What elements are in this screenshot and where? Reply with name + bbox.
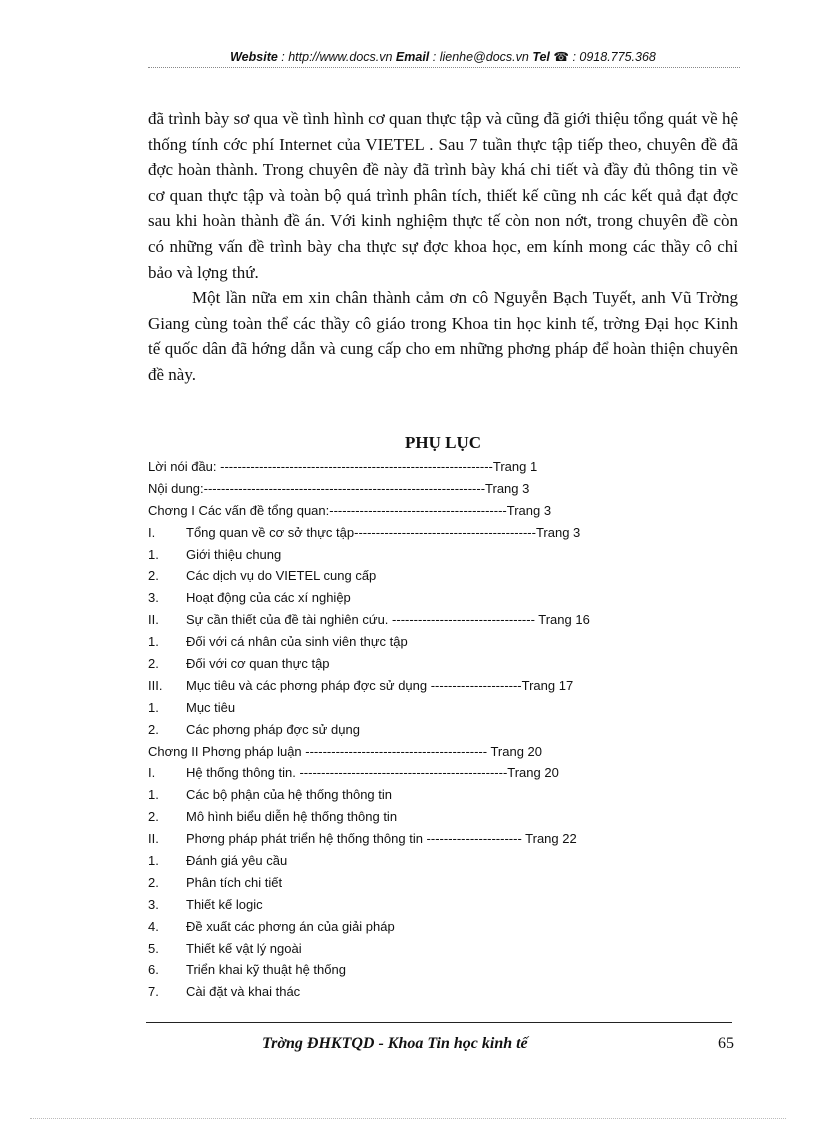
header-divider: [148, 67, 740, 68]
toc-entry: [148, 522, 668, 544]
paragraph: đã trình bày sơ qua về tình hình cơ quan thực tập và cũng đã giới thiệu tổng quát về hệ thống tính cớc phí Internet của VIETEL . Sau 7 tuần thực tập tiếp theo, chuyên đề đã đợc hoàn thành. Trong chuyên đề này đã trình bày khá chi tiết và đầy đủ thông tin về cơ quan thực tập và toàn bộ quá trình phân tích, thiết kế cũng nh các kết quả đạt đợc sau khi hoàn thành đề án. Với kinh nghiệm thực tế còn non nớt, trong chuyên đề còn có những vấn đề trình bày cha thực sự đợc khoa học, em kính mong các thầy cô chỉ bảo và lợng thứ.: [148, 109, 738, 282]
toc-entry: [148, 850, 668, 872]
toc-entry-text: Đối với cá nhân của sinh viên thực tập: [186, 634, 408, 650]
toc-entry: [148, 741, 668, 763]
toc-entry: [148, 981, 668, 1003]
toc-entry-number: 2.: [148, 809, 159, 825]
toc-entry-text: Hệ thống thông tin. ------------------------------------------------Trang 20: [186, 765, 559, 781]
tel-value: : 0918.775.368: [568, 50, 656, 64]
toc-entry-text: Mục tiêu và các phơng pháp đợc sử dụng ---------------------Trang 17: [186, 677, 574, 693]
toc-entry: [148, 565, 668, 587]
toc-entry-text: Các phơng pháp đợc sử dụng: [186, 721, 360, 737]
toc-entry-number: I.: [148, 524, 156, 540]
toc-entry-text: Giới thiệu chung: [186, 546, 282, 562]
toc-entry: [148, 784, 668, 806]
toc-entry: [148, 828, 668, 850]
toc-entry-number: 1.: [148, 699, 159, 715]
toc-entry-text: Hoạt động của các xí nghiệp: [186, 590, 351, 606]
toc-entry-number: 3.: [148, 590, 159, 606]
toc-entry-number: 7.: [148, 984, 159, 1000]
toc-entry-number: 2.: [148, 721, 159, 737]
toc-entry: [148, 631, 668, 653]
toc-entry-text: Nội dung:-----------------------------------------------------------------Trang 3: [148, 480, 530, 496]
toc-entry-text: Tổng quan về cơ sở thực tập------------------------------------------Trang 3: [186, 524, 581, 540]
footer-divider: [146, 1022, 732, 1023]
toc-entry-text: Các bộ phận của hệ thống thông tin: [186, 787, 392, 803]
toc-entry-text: Đối với cơ quan thực tập: [186, 656, 330, 672]
toc-entry-number: 4.: [148, 918, 159, 934]
toc-entry-text: Thiết kế vật lý ngoài: [186, 940, 302, 956]
email-label: Email: [395, 50, 430, 64]
toc-entry-number: III.: [148, 677, 163, 693]
toc-entry: [148, 544, 668, 566]
toc-entry: [148, 762, 668, 784]
toc-entry-text: Phơng pháp phát triển hệ thống thông tin ---------------------- Trang 22: [186, 831, 577, 847]
toc-entry-number: 3.: [148, 896, 159, 912]
toc-entry: [148, 806, 668, 828]
toc-entry-number: I.: [148, 765, 156, 781]
toc-entry-text: Đề xuất các phơng án của giải pháp: [186, 918, 395, 934]
tel-label: Tel: [532, 50, 550, 64]
email-value: : lienhe@docs.vn: [429, 50, 533, 64]
toc-entry-number: 1.: [148, 546, 159, 562]
website-value: : http://www.docs.vn: [277, 50, 396, 64]
toc-entry: [148, 500, 668, 522]
body-text: [148, 106, 738, 388]
toc-entry-text: Lời nói đầu: ---------------------------------------------------------------Trang 1: [148, 459, 538, 474]
toc-entry-number: 2.: [148, 568, 159, 584]
toc-entry-text: Chơng II Phơng pháp luận ------------------------------------------ Trang 20: [148, 743, 543, 759]
toc-entry: [148, 653, 668, 675]
toc-entry: [148, 456, 668, 478]
paragraph: Một lần nữa em xin chân thành cảm ơn cô Nguyễn Bạch Tuyết, anh Vũ Trờng Giang cùng toàn thể các thầy cô giáo trong Khoa tin học kinh tế, trờng Đại học Kinh tế quốc dân đã hớng dẫn và cung cấp cho em những phơng pháp để hoàn thiện chuyên đề này.: [148, 288, 738, 384]
toc-entry: [148, 916, 668, 938]
page-edge-dots: [30, 1118, 786, 1119]
toc-entry-text: Đánh giá yêu cầu: [186, 853, 288, 869]
toc-entry-text: Mục tiêu: [186, 699, 236, 715]
toc-entry: [148, 675, 668, 697]
toc-entry-number: 1.: [148, 634, 159, 650]
toc-entry-number: 2.: [148, 656, 159, 672]
toc-entry-text: Cài đặt và khai thác: [186, 984, 301, 1000]
toc-entry-number: 2.: [148, 874, 159, 890]
toc-entry-text: Sự cần thiết của đề tài nghiên cứu. --------------------------------- Trang 16: [186, 612, 590, 628]
toc-entry: [148, 719, 668, 741]
toc-entry: [148, 478, 668, 500]
toc-entry-number: 5.: [148, 940, 159, 956]
toc-entry: [148, 609, 668, 631]
page-number: 65: [718, 1035, 734, 1052]
toc-entry: [148, 587, 668, 609]
toc-entry: [148, 959, 668, 981]
toc-entry-text: Các dịch vụ do VIETEL cung cấp: [186, 568, 377, 584]
page-header: [148, 49, 738, 64]
toc-entry-number: 6.: [148, 962, 159, 978]
website-label: Website: [230, 50, 278, 64]
toc-entry-text: Chơng I Các vấn đề tổng quan:-----------------------------------------Trang 3: [148, 502, 552, 518]
toc-entry-number: II.: [148, 612, 159, 628]
table-of-contents: [148, 456, 668, 1003]
toc-entry-text: Triển khai kỹ thuật hệ thống: [186, 962, 346, 978]
toc-entry-text: Phân tích chi tiết: [186, 874, 283, 890]
toc-entry-text: Thiết kế logic: [186, 896, 263, 912]
toc-entry: [148, 894, 668, 916]
toc-entry-number: 1.: [148, 853, 159, 869]
toc-entry: [148, 872, 668, 894]
toc-entry-number: II.: [148, 831, 159, 847]
toc-entry-text: Mô hình biểu diễn hệ thống thông tin: [186, 809, 398, 825]
toc-entry: [148, 938, 668, 960]
toc-title: PHỤ LỤC: [404, 433, 482, 452]
footer-text: Trờng ĐHKTQD - Khoa Tin học kinh tế: [262, 1035, 528, 1052]
toc-entry: [148, 697, 668, 719]
toc-entry-number: 1.: [148, 787, 159, 803]
phone-icon: ☎: [553, 50, 569, 64]
